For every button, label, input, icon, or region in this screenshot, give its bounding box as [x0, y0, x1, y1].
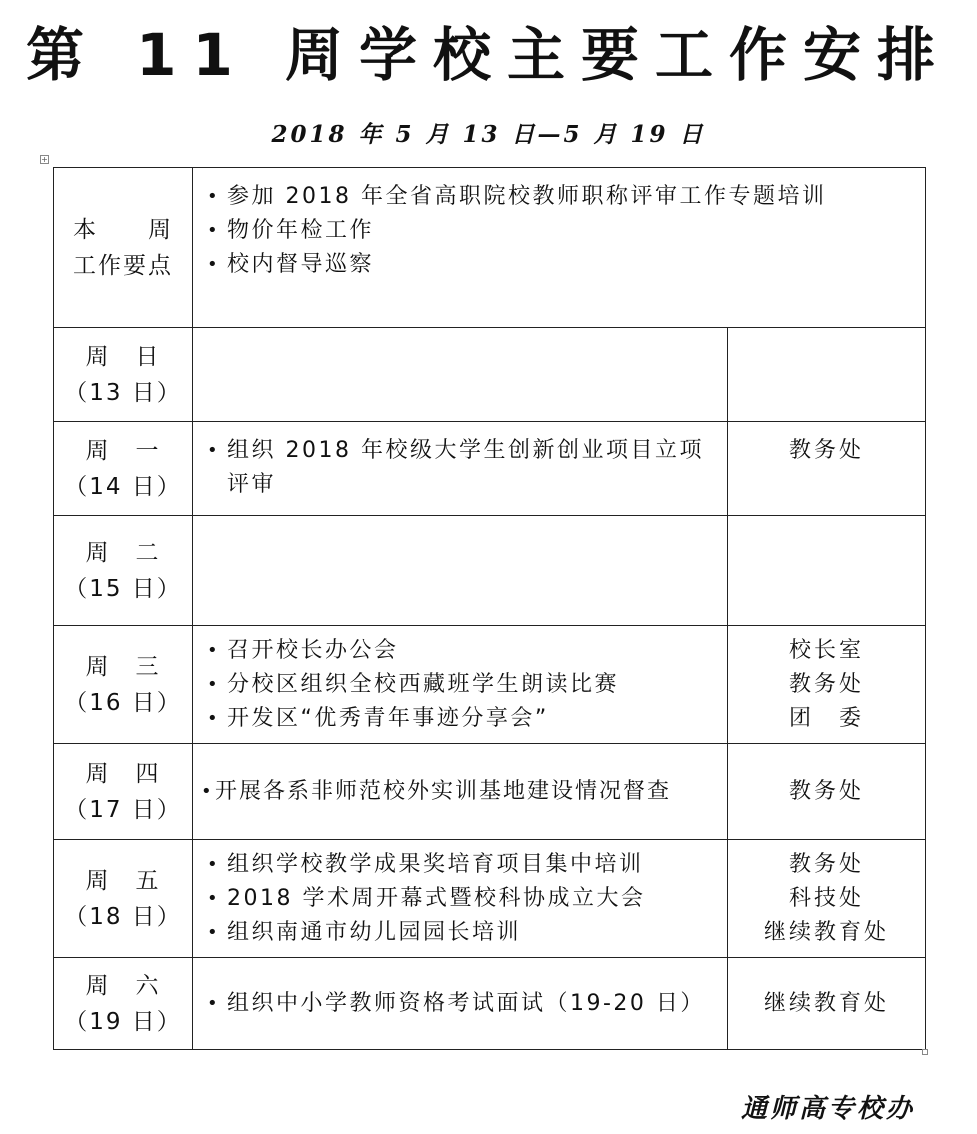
dept-label: 教务处: [789, 851, 865, 877]
day-row-sunday: [54, 328, 926, 422]
day-date: （19 日）: [64, 1008, 182, 1035]
table-move-handle[interactable]: +: [41, 155, 48, 164]
day-depts: [728, 958, 926, 1050]
day-name: 周 三: [85, 653, 161, 680]
day-depts: [728, 744, 926, 840]
summary-item: • 物价年检工作: [207, 214, 925, 248]
date-range: 2018 年 5 月 13 日—5 月 19 日: [271, 121, 706, 148]
day-depts: [728, 422, 926, 516]
schedule-table: [53, 167, 926, 1050]
dept-label: 教务处: [789, 671, 865, 697]
day-name: 周 一: [85, 437, 161, 464]
summary-list: [193, 180, 925, 282]
day-name: 周 二: [85, 539, 161, 566]
day-name: 周 四: [85, 760, 161, 787]
day-date: （15 日）: [64, 575, 182, 602]
list-item: • 组织学校教学成果奖培育项目集中培训: [207, 848, 727, 882]
day-date: （16 日）: [64, 689, 182, 716]
day-row-monday: [54, 422, 926, 516]
day-depts: [728, 516, 926, 626]
day-row-wednesday: [54, 626, 926, 744]
item-list: [193, 987, 727, 1021]
day-items: [193, 516, 728, 626]
dept-label: 校长室: [789, 637, 865, 663]
item-list: [193, 848, 727, 950]
day-date: （17 日）: [64, 796, 182, 823]
day-name: 周 五: [85, 867, 161, 894]
list-item: • 组织中小学教师资格考试面试（19-20 日）: [207, 987, 727, 1021]
list-item: • 分校区组织全校西藏班学生朗读比赛: [207, 668, 727, 702]
dept-label: 继续教育处: [764, 990, 890, 1016]
day-items: [193, 422, 728, 516]
dept-label: 继续教育处: [764, 919, 890, 945]
day-row-friday: [54, 840, 926, 958]
day-name: 周 六: [85, 972, 161, 999]
day-items: [193, 626, 728, 744]
day-row-saturday: [54, 958, 926, 1050]
summary-label-line2: 工作要点: [73, 252, 173, 279]
day-date: （14 日）: [64, 473, 182, 500]
day-label: [54, 328, 193, 422]
summary-item: • 校内督导巡察: [207, 248, 925, 282]
item-list: [193, 634, 727, 736]
day-label: [54, 744, 193, 840]
day-depts: [728, 626, 926, 744]
summary-content: [193, 168, 926, 328]
dept-label: 教务处: [789, 438, 865, 463]
day-items: [193, 328, 728, 422]
item-list: [193, 434, 727, 502]
list-item: • 召开校长办公会: [207, 634, 727, 668]
summary-label: [54, 168, 193, 328]
table-resize-handle[interactable]: [922, 1049, 928, 1055]
page-title: 第 11 周学校主要工作安排: [25, 21, 952, 89]
dept-label: 团 委: [789, 705, 865, 731]
item-list: [193, 775, 727, 809]
summary-label-line1: 本 周: [73, 216, 173, 243]
list-item: • 2018 学术周开幕式暨校科协成立大会: [207, 882, 727, 916]
summary-row: [54, 168, 926, 328]
list-item: • 开展各系非师范校外实训基地建设情况督查: [201, 775, 727, 809]
day-date: （18 日）: [64, 903, 182, 930]
summary-item: • 参加 2018 年全省高职院校教师职称评审工作专题培训: [207, 180, 925, 214]
day-depts: [728, 328, 926, 422]
day-depts: [728, 840, 926, 958]
day-items: [193, 958, 728, 1050]
dept-label: 科技处: [789, 885, 865, 911]
day-label: [54, 422, 193, 516]
day-label: [54, 516, 193, 626]
day-label: [54, 840, 193, 958]
day-row-tuesday: [54, 516, 926, 626]
day-items: [193, 744, 728, 840]
day-name: 周 日: [85, 343, 161, 370]
day-items: [193, 840, 728, 958]
day-label: [54, 626, 193, 744]
day-row-thursday: [54, 744, 926, 840]
list-item: • 开发区“优秀青年事迹分享会”: [207, 702, 727, 736]
dept-label: 教务处: [789, 778, 865, 804]
signature: 通师高专校办: [740, 1094, 915, 1124]
day-date: （13 日）: [64, 379, 182, 406]
day-label: [54, 958, 193, 1050]
list-item: • 组织 2018 年校级大学生创新创业项目立项评审: [207, 434, 727, 502]
list-item: • 组织南通市幼儿园园长培训: [207, 916, 727, 950]
